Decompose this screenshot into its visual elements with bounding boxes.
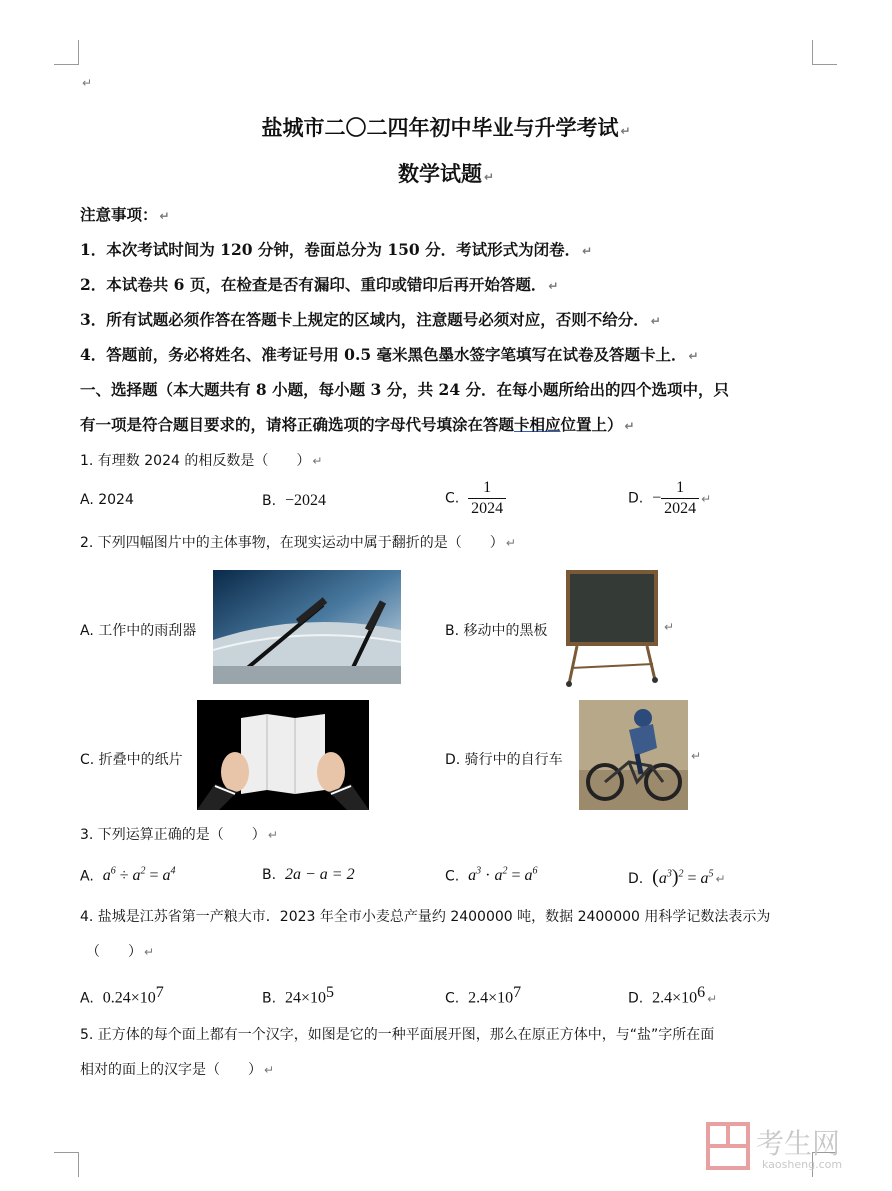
wiper-image [213,570,401,684]
option-label: D. [628,871,644,887]
paragraph-mark: ↵ [312,454,323,468]
paragraph-mark: ↵ [715,872,726,886]
question-text: 相对的面上的汉字是（ ） [80,1062,262,1078]
exam-title-text: 盐城市二〇二四年初中毕业与升学考试 [261,115,619,140]
notice-item-text: 2．本试卷共 6 页，在检查是否有漏印、重印或错印后再开始答题． [80,275,547,294]
paragraph-mark: ↵ [267,828,278,842]
paragraph-mark: ↵ [82,76,93,90]
numerator: 1 [483,479,492,496]
paragraph-mark: ↵ [664,620,675,634]
fraction [468,478,506,519]
paragraph-mark: ↵ [548,279,559,293]
blackboard-image [563,568,661,688]
notice-item-text: 1．本次考试时间为 120 分钟，卷面总分为 150 分．考试形式为闭卷． [80,240,581,259]
section-text: 有一项是符合题目要求的，请将正确选项的字母代号填涂在答题 [80,415,515,434]
question-1-stem [80,450,322,470]
option-coefficient: 2.4×10 [652,989,698,1007]
blackboard-illustration [563,568,661,688]
option-value: −2024 [284,492,326,509]
exam-subtitle [0,158,892,188]
paragraph-mark: ↵ [691,749,702,763]
paragraph-mark: ↵ [624,419,635,433]
bicycle-image [579,700,688,810]
notice-item-text: 3．所有试题必须作答在答题卡上规定的区域内，注意题号必须对应，否则不给分． [80,310,649,329]
q3-option-b[interactable] [262,866,355,884]
section-text-underlined: 卡相应 [514,415,561,434]
notice-item [80,238,592,260]
wiper-illustration [213,570,401,684]
option-coefficient: 2.4×10 [468,989,514,1007]
watermark-logo-icon [706,1122,750,1170]
question-4-stem-line2 [86,941,154,961]
q3-option-d[interactable] [628,866,726,889]
paragraph-mark: ↵ [505,536,516,550]
q3-option-a[interactable] [80,866,176,885]
bicycle-illustration [579,700,688,810]
q2-option-d[interactable]: D. 骑行中的自行车 [445,752,563,768]
option-label: A. [80,868,94,885]
option-label: D. [628,990,644,1007]
option-label: C. [445,990,460,1007]
option-label: B. [262,990,277,1007]
watermark-cn: 考生网 [756,1127,841,1160]
option-expression: $a^6 \div a^2 = a^4$ [102,866,176,885]
question-text: 1. 有理数 2024 的相反数是（ ） [80,453,311,469]
question-5-stem-line2 [80,1059,274,1079]
denominator: 2024 [468,498,506,519]
crop-mark-top-left [54,40,79,65]
option-label: C. [445,490,460,507]
paragraph-mark: ↵ [159,209,170,223]
minus-sign: − [652,489,662,507]
paragraph-mark: ↵ [264,1063,275,1077]
notice-item [80,308,661,330]
folding-paper-illustration [197,700,369,810]
q2-option-c[interactable]: C. 折叠中的纸片 [80,752,183,768]
fraction [661,478,699,519]
paragraph-mark: ↵ [582,244,593,258]
option-coefficient: 0.24×10 [102,989,156,1007]
option-expression: 2a − a = 2 [284,866,355,883]
section-text: 位置上） [560,415,623,434]
paragraph-mark: ↵ [688,349,699,363]
option-exponent: 6 [697,984,706,1001]
question-5-stem-line1: 5. 正方体的每个面上都有一个汉字，如图是它的一种平面展开图，那么在原正方体中，与“盐”字所在面 [80,1027,715,1043]
crop-mark-top-right [812,40,837,65]
notice-item-text: 4．答题前，务必将姓名、准考证号用 0.5 毫米黑色墨水签字笔填写在试卷及答题卡上． [80,345,687,364]
question-2-stem [80,532,516,552]
q4-option-c[interactable] [445,984,521,1008]
option-label: A. [80,990,94,1007]
section-heading-line2 [80,413,635,435]
option-exponent: 5 [326,984,334,1001]
exam-title [0,112,892,142]
q3-option-c[interactable] [445,866,538,885]
notice-heading-text: 注意事项： [80,205,158,224]
paragraph-mark: ↵ [620,124,631,138]
paragraph-mark: ↵ [144,945,155,959]
option-expression: $a^3 \cdot a^2 = a^6$ [468,866,538,885]
notice-heading [80,203,170,225]
q1-option-d[interactable] [628,478,711,519]
denominator: 2024 [661,498,699,519]
q1-option-b[interactable] [262,492,326,510]
option-label: B. [262,867,277,883]
paragraph-mark: ↵ [483,170,495,184]
crop-mark-bottom-left [54,1152,79,1177]
q4-option-b[interactable] [262,984,334,1008]
q4-option-a[interactable] [80,984,164,1008]
q2-option-a[interactable]: A. 工作中的雨刮器 [80,623,197,639]
notice-item [80,273,558,295]
folding-paper-image [197,700,369,810]
numerator: 1 [676,479,685,496]
option-label: B. [262,493,277,509]
paragraph-mark: ↵ [701,491,712,506]
q1-option-a[interactable]: A. 2024 [80,492,134,508]
paragraph-mark: ↵ [707,991,718,1006]
option-exponent: 7 [513,984,522,1001]
q1-option-c[interactable] [445,478,506,519]
watermark-en: kaosheng.com [762,1158,843,1171]
section-heading-line1: 一、选择题（本大题共有 8 小题，每小题 3 分，共 24 分．在每小题所给出的四个选项中，只 [80,380,730,399]
q2-option-b[interactable]: B. 移动中的黑板 [445,623,548,639]
question-text: 3. 下列运算正确的是（ ） [80,827,266,843]
option-exponent: 7 [155,984,164,1001]
option-label: D. [628,490,644,507]
option-expression: $(a^3)^2 = a^5$ [652,866,714,888]
option-label: C. [445,868,460,885]
q4-option-d[interactable] [628,984,717,1008]
notice-item [80,343,699,365]
paragraph-mark: ↵ [650,314,661,328]
question-text: （ ） [86,944,142,960]
question-3-stem [80,824,278,844]
question-text: 2. 下列四幅图片中的主体事物，在现实运动中属于翻折的是（ ） [80,535,504,551]
option-coefficient: 24×10 [284,989,326,1007]
question-4-stem-line1: 4. 盐城是江苏省第一产粮大市．2023 年全市小麦总产量约 2400000 吨，数据 2400000 用科学记数法表示为 [80,909,771,925]
exam-subtitle-text: 数学试题 [397,161,482,186]
